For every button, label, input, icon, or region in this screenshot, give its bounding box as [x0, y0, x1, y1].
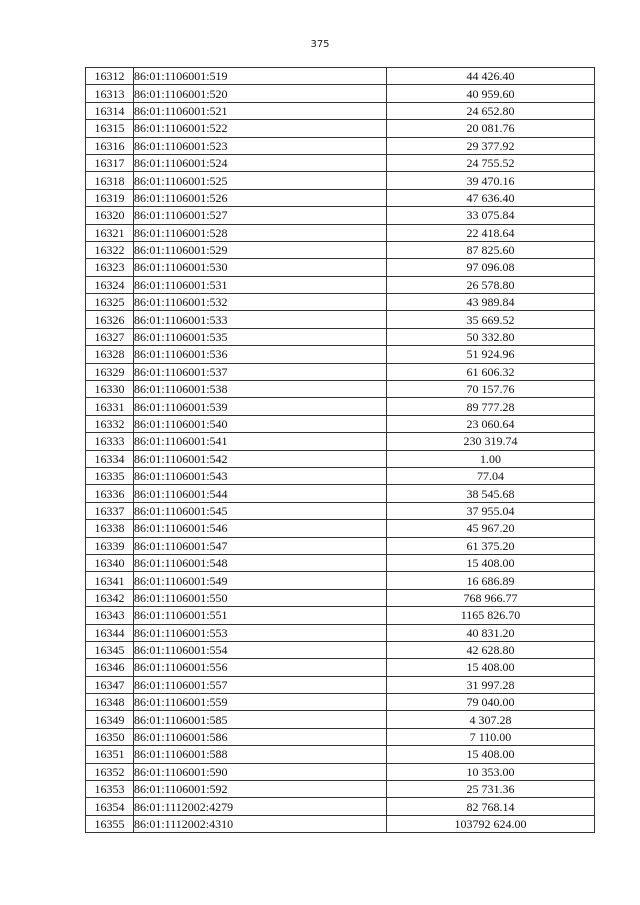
table-row [86, 85, 595, 102]
table-row [86, 224, 595, 241]
cadastral-number-cell: 86:01:1106001:519 [134, 68, 387, 85]
cadastral-number-cell: 86:01:1106001:588 [134, 746, 387, 763]
cadastral-value-cell: 61 375.20 [387, 537, 595, 554]
cadastral-number-cell: 86:01:1106001:539 [134, 398, 387, 415]
table-row [86, 520, 595, 537]
table-row [86, 102, 595, 119]
cadastral-value-cell: 44 426.40 [387, 68, 595, 85]
cadastral-value-cell: 26 578.80 [387, 276, 595, 293]
table-row [86, 415, 595, 432]
table-row [86, 641, 595, 658]
table-row [86, 781, 595, 798]
row-number-cell: 16346 [86, 659, 134, 676]
cadastral-value-cell: 43 989.84 [387, 294, 595, 311]
row-number-cell: 16327 [86, 328, 134, 345]
row-number-cell: 16313 [86, 85, 134, 102]
cadastral-value-cell: 38 545.68 [387, 485, 595, 502]
row-number-cell: 16330 [86, 381, 134, 398]
cadastral-value-cell: 29 377.92 [387, 137, 595, 154]
row-number-cell: 16337 [86, 502, 134, 519]
table-row [86, 311, 595, 328]
table-body [86, 68, 595, 833]
cadastral-value-cell: 45 967.20 [387, 520, 595, 537]
table-row [86, 276, 595, 293]
cadastral-value-cell: 51 924.96 [387, 346, 595, 363]
table-row [86, 363, 595, 380]
cadastral-value-cell: 7 110.00 [387, 728, 595, 745]
row-number-cell: 16323 [86, 259, 134, 276]
cadastral-number-cell: 86:01:1106001:538 [134, 381, 387, 398]
cadastral-value-cell: 40 831.20 [387, 624, 595, 641]
cadastral-number-cell: 86:01:1106001:528 [134, 224, 387, 241]
row-number-cell: 16341 [86, 572, 134, 589]
cadastral-value-cell: 24 755.52 [387, 154, 595, 171]
row-number-cell: 16336 [86, 485, 134, 502]
cadastral-number-cell: 86:01:1106001:553 [134, 624, 387, 641]
cadastral-value-cell: 39 470.16 [387, 172, 595, 189]
cadastral-number-cell: 86:01:1106001:590 [134, 763, 387, 780]
table-row [86, 763, 595, 780]
table-row [86, 120, 595, 137]
cadastral-value-cell: 82 768.14 [387, 798, 595, 815]
row-number-cell: 16312 [86, 68, 134, 85]
cadastral-number-cell: 86:01:1106001:520 [134, 85, 387, 102]
row-number-cell: 16331 [86, 398, 134, 415]
table-row [86, 433, 595, 450]
cadastral-number-cell: 86:01:1106001:559 [134, 694, 387, 711]
table-row [86, 328, 595, 345]
table-row [86, 294, 595, 311]
cadastral-number-cell: 86:01:1106001:535 [134, 328, 387, 345]
row-number-cell: 16317 [86, 154, 134, 171]
row-number-cell: 16332 [86, 415, 134, 432]
cadastral-number-cell: 86:01:1106001:549 [134, 572, 387, 589]
cadastral-value-cell: 47 636.40 [387, 189, 595, 206]
row-number-cell: 16347 [86, 676, 134, 693]
table-row [86, 467, 595, 484]
cadastral-value-cell: 103792 624.00 [387, 815, 595, 832]
cadastral-value-cell: 15 408.00 [387, 746, 595, 763]
row-number-cell: 16339 [86, 537, 134, 554]
row-number-cell: 16319 [86, 189, 134, 206]
cadastral-number-cell: 86:01:1106001:592 [134, 781, 387, 798]
table-row [86, 68, 595, 85]
cadastral-number-cell: 86:01:1106001:525 [134, 172, 387, 189]
cadastral-number-cell: 86:01:1106001:541 [134, 433, 387, 450]
cadastral-value-cell: 37 955.04 [387, 502, 595, 519]
cadastral-number-cell: 86:01:1106001:557 [134, 676, 387, 693]
cadastral-number-cell: 86:01:1112002:4279 [134, 798, 387, 815]
cadastral-value-cell: 31 997.28 [387, 676, 595, 693]
table-row [86, 189, 595, 206]
cadastral-value-cell: 40 959.60 [387, 85, 595, 102]
cadastral-number-cell: 86:01:1106001:554 [134, 641, 387, 658]
table-row [86, 381, 595, 398]
row-number-cell: 16349 [86, 711, 134, 728]
row-number-cell: 16334 [86, 450, 134, 467]
row-number-cell: 16344 [86, 624, 134, 641]
cadastral-number-cell: 86:01:1106001:540 [134, 415, 387, 432]
cadastral-number-cell: 86:01:1106001:533 [134, 311, 387, 328]
row-number-cell: 16314 [86, 102, 134, 119]
cadastral-value-cell: 70 157.76 [387, 381, 595, 398]
row-number-cell: 16318 [86, 172, 134, 189]
cadastral-value-cell: 1165 826.70 [387, 607, 595, 624]
cadastral-number-cell: 86:01:1106001:586 [134, 728, 387, 745]
cadastral-value-cell: 25 731.36 [387, 781, 595, 798]
cadastral-value-cell: 230 319.74 [387, 433, 595, 450]
cadastral-number-cell: 86:01:1106001:556 [134, 659, 387, 676]
row-number-cell: 16329 [86, 363, 134, 380]
cadastral-value-cell: 15 408.00 [387, 554, 595, 571]
cadastral-value-cell: 4 307.28 [387, 711, 595, 728]
row-number-cell: 16338 [86, 520, 134, 537]
row-number-cell: 16328 [86, 346, 134, 363]
cadastral-value-cell: 23 060.64 [387, 415, 595, 432]
table-row [86, 607, 595, 624]
table-row [86, 572, 595, 589]
row-number-cell: 16343 [86, 607, 134, 624]
cadastral-value-cell: 89 777.28 [387, 398, 595, 415]
row-number-cell: 16351 [86, 746, 134, 763]
cadastral-value-cell: 22 418.64 [387, 224, 595, 241]
cadastral-number-cell: 86:01:1106001:551 [134, 607, 387, 624]
cadastral-number-cell: 86:01:1106001:526 [134, 189, 387, 206]
cadastral-value-cell: 79 040.00 [387, 694, 595, 711]
cadastral-value-cell: 20 081.76 [387, 120, 595, 137]
cadastral-number-cell: 86:01:1106001:529 [134, 241, 387, 258]
table-row [86, 450, 595, 467]
table-row [86, 815, 595, 832]
table-row [86, 485, 595, 502]
cadastral-number-cell: 86:01:1106001:550 [134, 589, 387, 606]
cadastral-number-cell: 86:01:1106001:522 [134, 120, 387, 137]
cadastral-number-cell: 86:01:1106001:521 [134, 102, 387, 119]
cadastral-value-cell: 16 686.89 [387, 572, 595, 589]
row-number-cell: 16321 [86, 224, 134, 241]
cadastral-value-cell: 61 606.32 [387, 363, 595, 380]
table-row [86, 676, 595, 693]
cadastral-value-cell: 42 628.80 [387, 641, 595, 658]
cadastral-number-cell: 86:01:1112002:4310 [134, 815, 387, 832]
cadastral-number-cell: 86:01:1106001:546 [134, 520, 387, 537]
row-number-cell: 16325 [86, 294, 134, 311]
cadastral-value-cell: 35 669.52 [387, 311, 595, 328]
table-row [86, 137, 595, 154]
row-number-cell: 16340 [86, 554, 134, 571]
cadastral-number-cell: 86:01:1106001:527 [134, 207, 387, 224]
cadastral-value-table [85, 67, 595, 833]
cadastral-number-cell: 86:01:1106001:545 [134, 502, 387, 519]
cadastral-value-cell: 768 966.77 [387, 589, 595, 606]
cadastral-number-cell: 86:01:1106001:531 [134, 276, 387, 293]
table-row [86, 746, 595, 763]
cadastral-number-cell: 86:01:1106001:536 [134, 346, 387, 363]
cadastral-value-cell: 50 332.80 [387, 328, 595, 345]
row-number-cell: 16342 [86, 589, 134, 606]
table-row [86, 346, 595, 363]
cadastral-number-cell: 86:01:1106001:547 [134, 537, 387, 554]
table-row [86, 728, 595, 745]
row-number-cell: 16333 [86, 433, 134, 450]
cadastral-number-cell: 86:01:1106001:544 [134, 485, 387, 502]
cadastral-value-cell: 15 408.00 [387, 659, 595, 676]
table-row [86, 694, 595, 711]
table-row [86, 659, 595, 676]
cadastral-value-cell: 10 353.00 [387, 763, 595, 780]
table-row [86, 398, 595, 415]
table-row [86, 537, 595, 554]
cadastral-number-cell: 86:01:1106001:543 [134, 467, 387, 484]
cadastral-number-cell: 86:01:1106001:537 [134, 363, 387, 380]
row-number-cell: 16352 [86, 763, 134, 780]
cadastral-value-cell: 1.00 [387, 450, 595, 467]
row-number-cell: 16315 [86, 120, 134, 137]
table-row [86, 172, 595, 189]
cadastral-number-cell: 86:01:1106001:548 [134, 554, 387, 571]
table-row [86, 502, 595, 519]
row-number-cell: 16348 [86, 694, 134, 711]
row-number-cell: 16350 [86, 728, 134, 745]
row-number-cell: 16345 [86, 641, 134, 658]
cadastral-number-cell: 86:01:1106001:530 [134, 259, 387, 276]
page-number: 375 [310, 39, 330, 50]
row-number-cell: 16316 [86, 137, 134, 154]
row-number-cell: 16326 [86, 311, 134, 328]
cadastral-number-cell: 86:01:1106001:523 [134, 137, 387, 154]
table-row [86, 259, 595, 276]
row-number-cell: 16353 [86, 781, 134, 798]
cadastral-number-cell: 86:01:1106001:524 [134, 154, 387, 171]
cadastral-value-cell: 77.04 [387, 467, 595, 484]
table-row [86, 798, 595, 815]
cadastral-value-cell: 33 075.84 [387, 207, 595, 224]
row-number-cell: 16324 [86, 276, 134, 293]
table-row [86, 554, 595, 571]
table-row [86, 589, 595, 606]
row-number-cell: 16320 [86, 207, 134, 224]
table-row [86, 711, 595, 728]
table-row [86, 624, 595, 641]
table-row [86, 154, 595, 171]
row-number-cell: 16354 [86, 798, 134, 815]
table-row [86, 241, 595, 258]
cadastral-number-cell: 86:01:1106001:585 [134, 711, 387, 728]
cadastral-value-cell: 97 096.08 [387, 259, 595, 276]
row-number-cell: 16322 [86, 241, 134, 258]
table-row [86, 207, 595, 224]
cadastral-value-cell: 87 825.60 [387, 241, 595, 258]
cadastral-value-cell: 24 652.80 [387, 102, 595, 119]
cadastral-number-cell: 86:01:1106001:542 [134, 450, 387, 467]
row-number-cell: 16335 [86, 467, 134, 484]
cadastral-number-cell: 86:01:1106001:532 [134, 294, 387, 311]
row-number-cell: 16355 [86, 815, 134, 832]
